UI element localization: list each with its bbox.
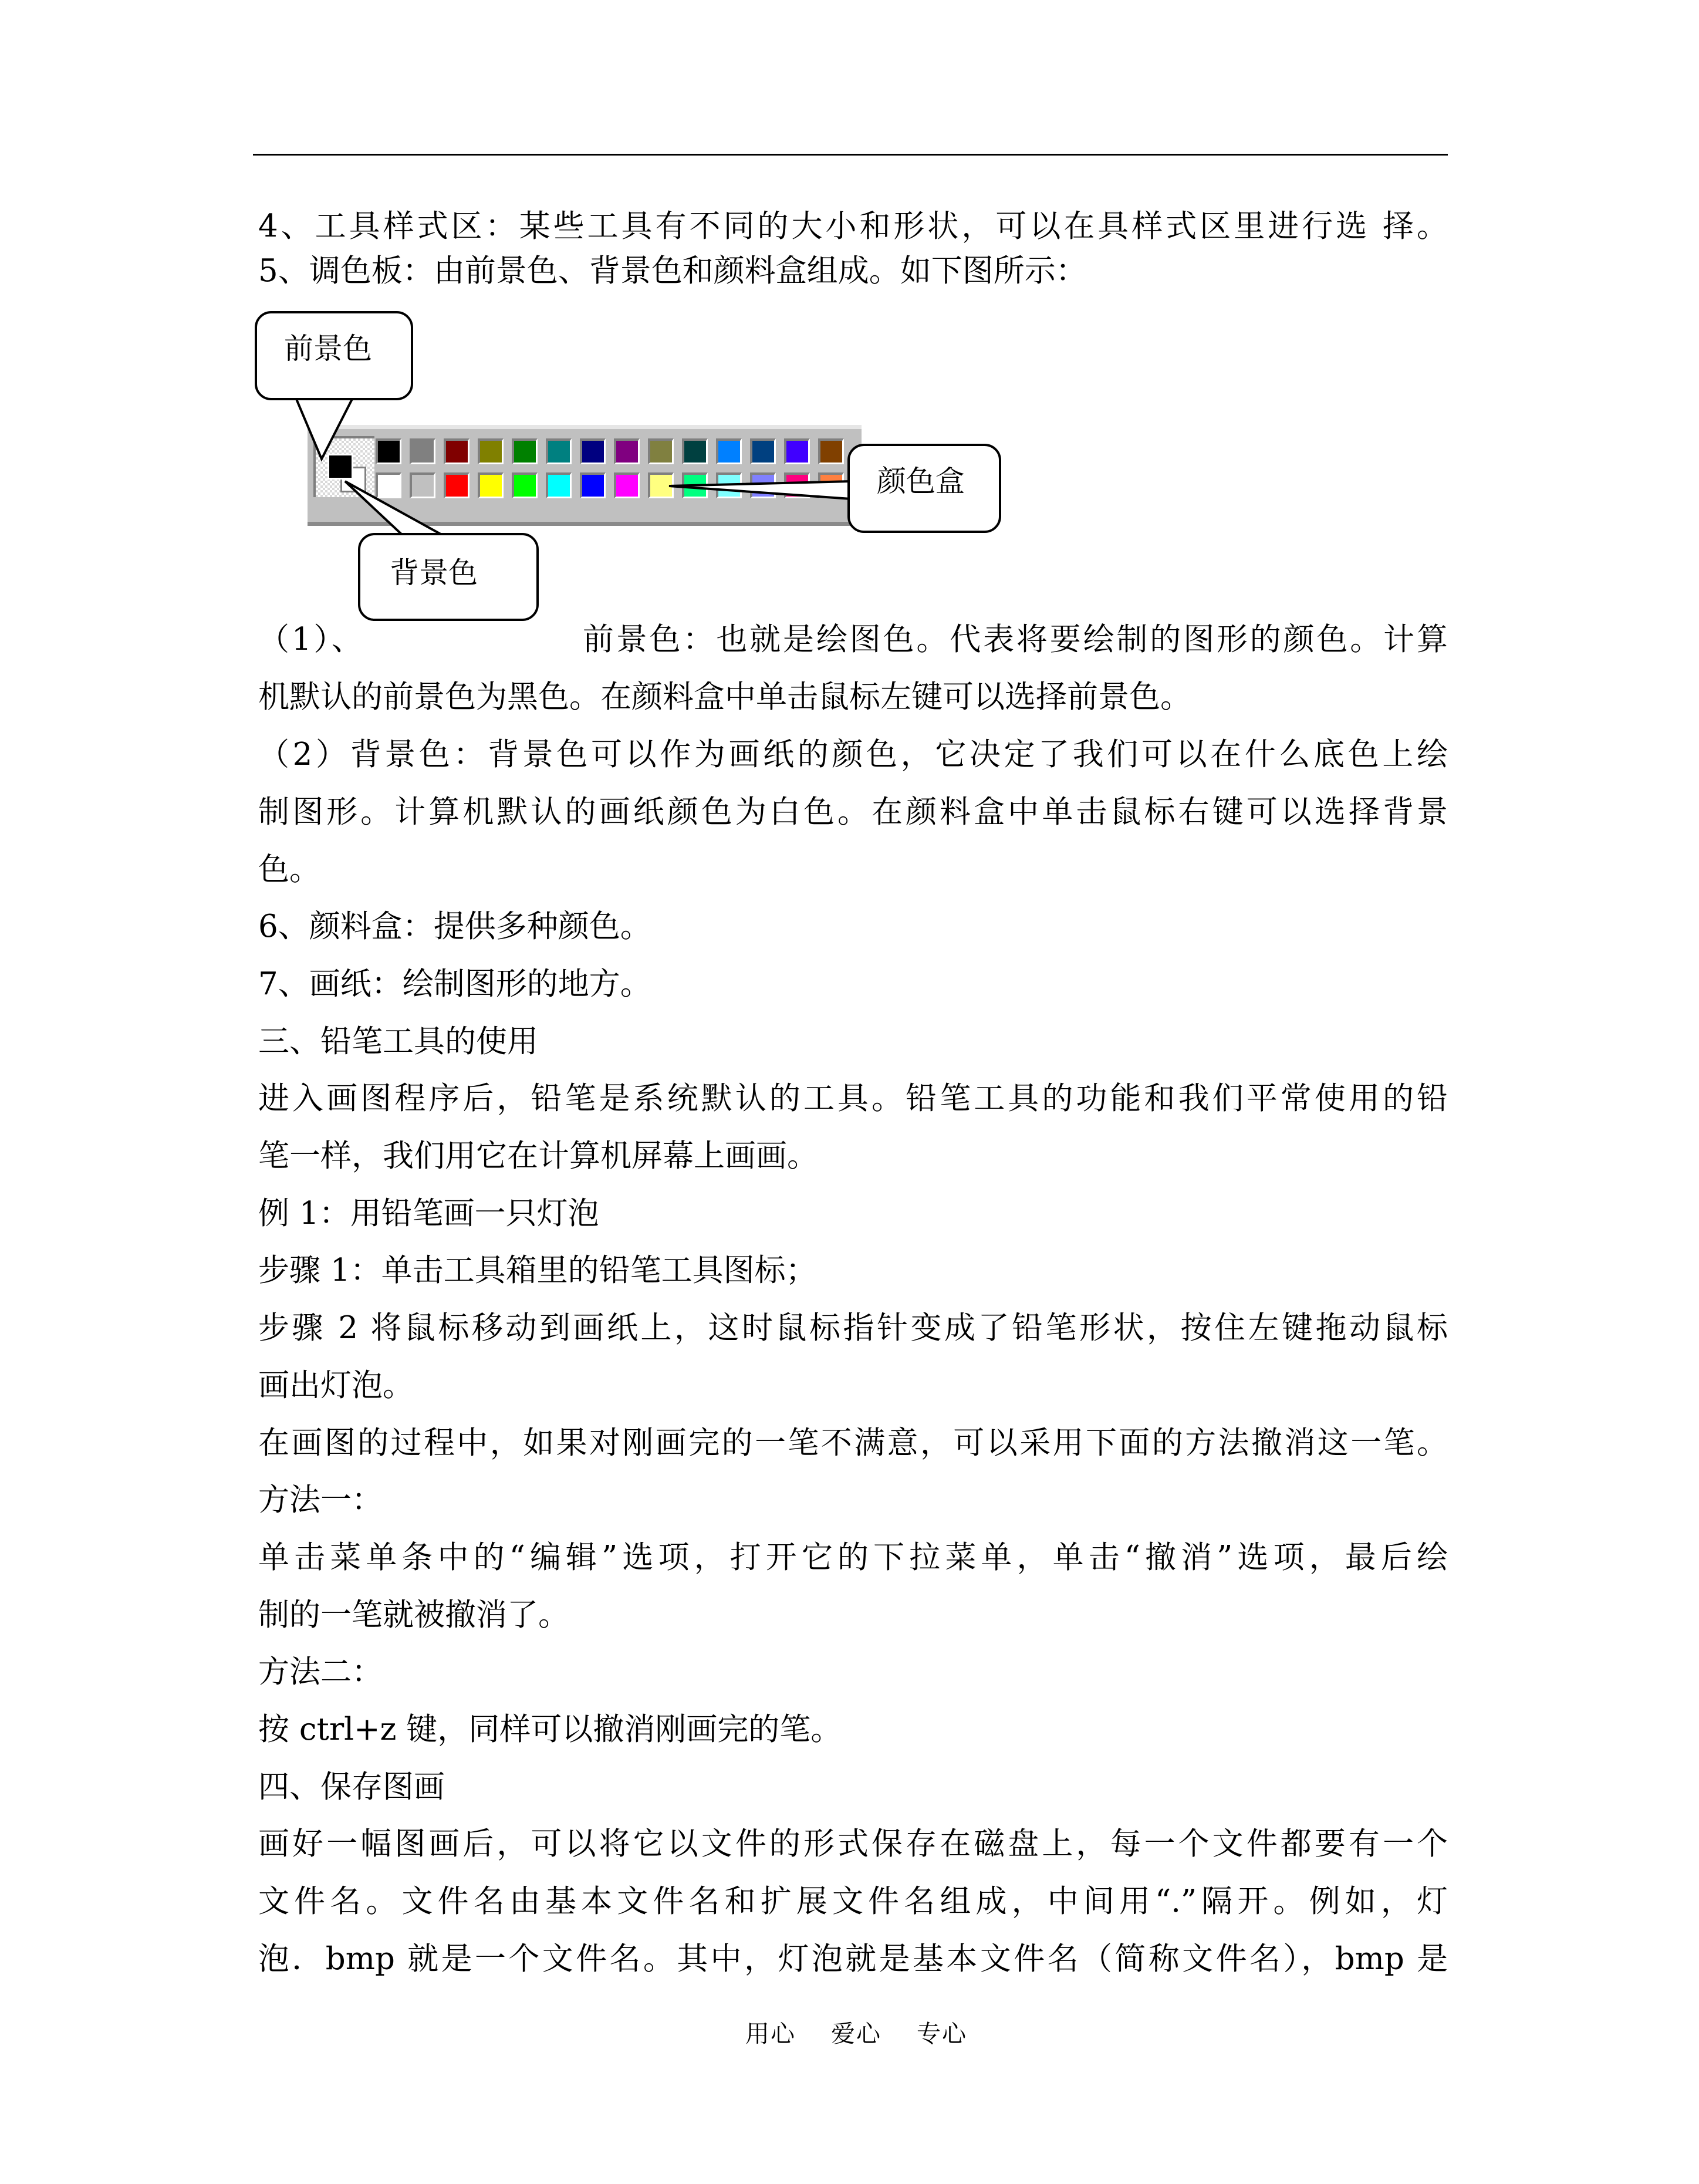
text-line: 进入画图程序后，铅笔是系统默认的工具。铅笔工具的功能和我们平常使用的铅 [258, 1081, 1448, 1116]
text-line: 泡．bmp 就是一个文件名。其中，灯泡就是基本文件名（简称文件名），bmp 是 [258, 1941, 1448, 1977]
text-line: 笔一样，我们用它在计算机屏幕上画画。 [258, 1138, 818, 1174]
callout-foreground-label: 前景色 [284, 332, 372, 366]
text-line: 制的一笔就被撤消了。 [258, 1597, 569, 1633]
text-line: 画出灯泡。 [258, 1368, 414, 1403]
page-footer [745, 2014, 1002, 2049]
callout-foreground [255, 311, 413, 400]
text-line: 单击菜单条中的“编辑”选项，打开它的下拉菜单，单击“撤消”选项，最后绘 [258, 1540, 1448, 1575]
text-line: 色。 [258, 852, 320, 887]
text-line: 按 ctrl+z 键，同样可以撤消刚画完的笔。 [258, 1712, 842, 1747]
text-line: 6、颜料盒：提供多种颜色。 [258, 909, 651, 944]
text-line: （1）、 前景色：也就是绘图色。代表将要绘制的图形的颜色。计算 [258, 622, 1448, 657]
callout-color-box [847, 444, 1001, 533]
text-line: 制图形。计算机默认的画纸颜色为白色。在颜料盒中单击鼠标右键可以选择背景 [258, 794, 1448, 830]
text-line: 例 1：用铅笔画一只灯泡 [258, 1196, 599, 1231]
footer-word: 用心 [745, 2020, 796, 2048]
callout-background [358, 533, 539, 621]
text-line: （2）背景色：背景色可以作为画纸的颜色，它决定了我们可以在什么底色上绘 [258, 737, 1448, 772]
text-line: 方法一： [258, 1482, 383, 1518]
section-heading: 三、铅笔工具的使用 [258, 1024, 538, 1059]
text-line: 步骤 1：单击工具箱里的铅笔工具图标； [258, 1253, 817, 1288]
text-line: 步骤 2 将鼠标移动到画纸上，这时鼠标指针变成了铅笔形状，按住左键拖动鼠标 [258, 1310, 1448, 1346]
text-line: 5、调色板：由前景色、背景色和颜料盒组成。如下图所示： [258, 253, 1087, 289]
footer-word: 爱心 [831, 2020, 881, 2048]
text-line: 在画图的过程中，如果对刚画完的一笔不满意，可以采用下面的方法撤消这一笔。 [258, 1425, 1448, 1461]
text-line: 机默认的前景色为黑色。在颜料盒中单击鼠标左键可以选择前景色。 [258, 679, 1191, 715]
text-line: 文件名。文件名由基本文件名和扩展文件名组成，中间用“.”隔开。例如，灯 [258, 1883, 1448, 1919]
text-line: 画好一幅图画后，可以将它以文件的形式保存在磁盘上，每一个文件都要有一个 [258, 1826, 1448, 1862]
footer-word: 专心 [917, 2020, 967, 2048]
text-line: 7、画纸：绘制图形的地方。 [258, 966, 651, 1002]
text-line: 方法二： [258, 1654, 383, 1690]
section-heading: 四、保存图画 [258, 1769, 445, 1805]
callout-color-box-label: 颜色盒 [877, 464, 965, 498]
text-line: 4、工具样式区：某些工具有不同的大小和形状，可以在具样式区里进行选 择。 [258, 208, 1448, 244]
callout-background-label: 背景色 [390, 556, 478, 590]
